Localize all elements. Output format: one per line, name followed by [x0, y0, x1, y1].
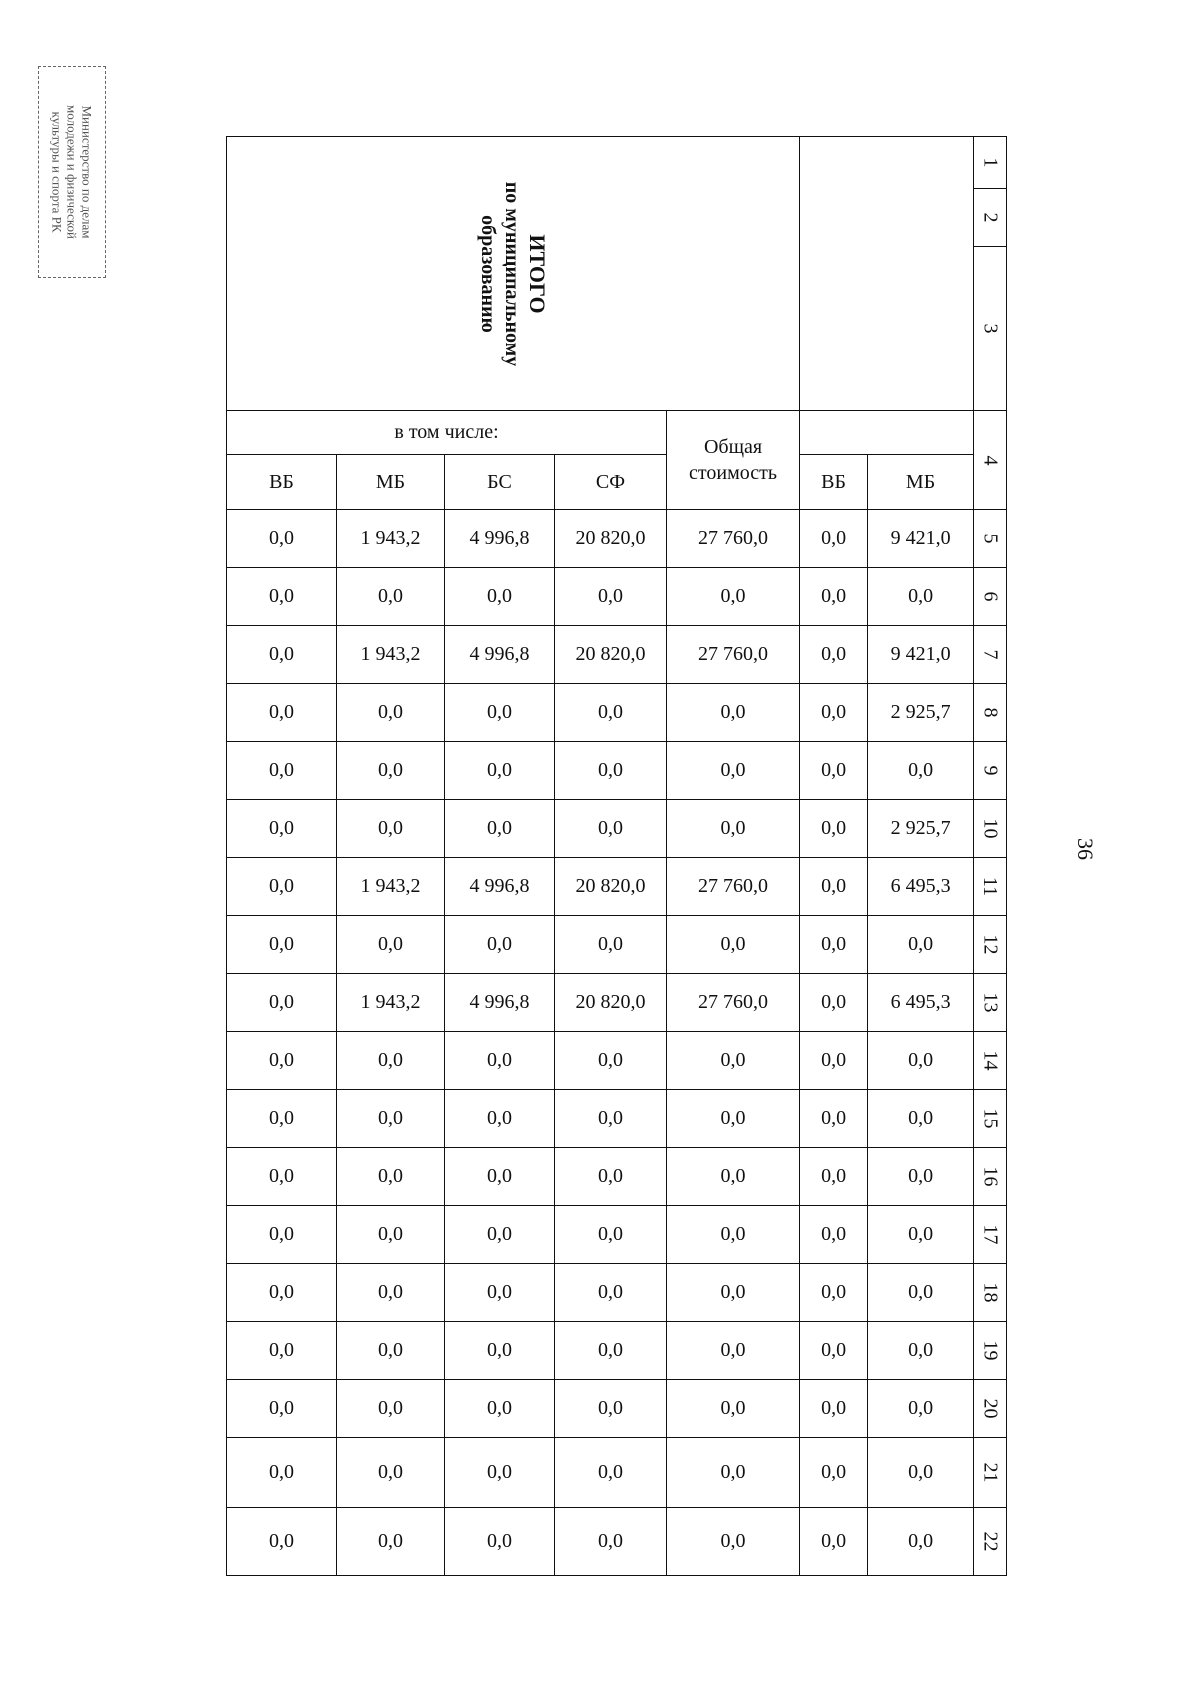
cell-mb-2: 0,0	[868, 568, 974, 626]
cell-vb: 0,0	[227, 1438, 337, 1508]
cell-mb-2: 0,0	[868, 1322, 974, 1380]
row-number: 2	[974, 189, 1007, 247]
cell-sf: 0,0	[555, 1322, 667, 1380]
col-header-sf: СФ	[555, 455, 667, 510]
table-row	[227, 974, 1007, 1032]
cell-vb-2: 0,0	[800, 916, 868, 974]
cell-total: 27 760,0	[667, 858, 800, 916]
row-number: 1	[974, 137, 1007, 189]
cell-vb-2: 0,0	[800, 1090, 868, 1148]
col-header-mb: МБ	[337, 455, 445, 510]
cell-vb: 0,0	[227, 1264, 337, 1322]
cell-vb-2: 0,0	[800, 568, 868, 626]
cell-sf: 0,0	[555, 684, 667, 742]
row-number: 22	[974, 1508, 1007, 1576]
cell-mb: 0,0	[337, 1508, 445, 1576]
cell-mb: 0,0	[337, 1148, 445, 1206]
table-row	[227, 1438, 1007, 1508]
cell-sf: 20 820,0	[555, 626, 667, 684]
cell-mb: 1 943,2	[337, 510, 445, 568]
row-number: 20	[974, 1380, 1007, 1438]
cell-mb-2: 0,0	[868, 1090, 974, 1148]
cell-vb-2: 0,0	[800, 1380, 868, 1438]
cell-total: 27 760,0	[667, 626, 800, 684]
cell-bs: 0,0	[445, 1264, 555, 1322]
col-header-bs: БС	[445, 455, 555, 510]
cell-mb-2: 2 925,7	[868, 684, 974, 742]
table-row	[227, 626, 1007, 684]
cell-sf: 0,0	[555, 742, 667, 800]
cell-vb: 0,0	[227, 1380, 337, 1438]
cell-total: 0,0	[667, 1322, 800, 1380]
cell-bs: 0,0	[445, 1090, 555, 1148]
cell-vb: 0,0	[227, 684, 337, 742]
cell-vb-2: 0,0	[800, 742, 868, 800]
cell-bs: 0,0	[445, 916, 555, 974]
cell-bs: 0,0	[445, 1206, 555, 1264]
cell-bs: 0,0	[445, 568, 555, 626]
table-row	[227, 858, 1007, 916]
cell-bs: 0,0	[445, 1322, 555, 1380]
table-row	[227, 1206, 1007, 1264]
table-row	[227, 1264, 1007, 1322]
cell-sf: 0,0	[555, 1380, 667, 1438]
row-number: 10	[974, 800, 1007, 858]
cell-mb-2: 6 495,3	[868, 858, 974, 916]
table-row	[227, 1032, 1007, 1090]
table-row	[227, 510, 1007, 568]
cell-sf: 0,0	[555, 1508, 667, 1576]
cell-total: 0,0	[667, 800, 800, 858]
cell-mb-2: 0,0	[868, 1380, 974, 1438]
cell-bs: 0,0	[445, 800, 555, 858]
budget-table	[226, 136, 1007, 1576]
total-subtitle-1: по муниципальному	[501, 181, 524, 366]
cell-vb: 0,0	[227, 1508, 337, 1576]
cell-bs: 0,0	[445, 1438, 555, 1508]
row-number: 14	[974, 1032, 1007, 1090]
page-number: 36	[1073, 838, 1098, 860]
cell-mb: 0,0	[337, 800, 445, 858]
table-row	[227, 684, 1007, 742]
cell-total: 0,0	[667, 916, 800, 974]
cell-total: 27 760,0	[667, 510, 800, 568]
cell-sf: 0,0	[555, 800, 667, 858]
col-header-vb: ВБ	[227, 455, 337, 510]
organization-stamp	[38, 66, 106, 278]
cell-total: 0,0	[667, 1508, 800, 1576]
cell-bs: 4 996,8	[445, 858, 555, 916]
cell-mb: 1 943,2	[337, 626, 445, 684]
cell-mb: 0,0	[337, 1032, 445, 1090]
cell-bs: 4 996,8	[445, 626, 555, 684]
cell-vb-2: 0,0	[800, 1322, 868, 1380]
cell-vb: 0,0	[227, 800, 337, 858]
row-number: 7	[974, 626, 1007, 684]
cell-bs: 0,0	[445, 1032, 555, 1090]
cell-vb: 0,0	[227, 742, 337, 800]
cell-vb-2: 0,0	[800, 510, 868, 568]
stamp-text: Министерство по делам молодежи и физической культуры и спорта РК	[49, 105, 95, 239]
table-row	[227, 1090, 1007, 1148]
cell-sf: 0,0	[555, 1148, 667, 1206]
cell-sf: 0,0	[555, 1206, 667, 1264]
cell-sf: 0,0	[555, 916, 667, 974]
cell-mb-2: 6 495,3	[868, 974, 974, 1032]
cell-mb: 0,0	[337, 684, 445, 742]
row-number: 11	[974, 858, 1007, 916]
cell-sf: 20 820,0	[555, 858, 667, 916]
cell-sf: 20 820,0	[555, 974, 667, 1032]
cell-mb-2: 2 925,7	[868, 800, 974, 858]
cell-mb-2: 0,0	[868, 1438, 974, 1508]
cell-vb: 0,0	[227, 568, 337, 626]
cell-mb-2: 9 421,0	[868, 510, 974, 568]
row-number: 4	[974, 411, 1007, 510]
cell-sf: 0,0	[555, 1090, 667, 1148]
row-number: 15	[974, 1090, 1007, 1148]
cell-mb-2: 9 421,0	[868, 626, 974, 684]
cell-mb: 0,0	[337, 1322, 445, 1380]
row-number: 9	[974, 742, 1007, 800]
cell-mb-2: 0,0	[868, 1264, 974, 1322]
cell-vb: 0,0	[227, 510, 337, 568]
cell-vb-2: 0,0	[800, 626, 868, 684]
cell-mb: 0,0	[337, 916, 445, 974]
cell-sf: 0,0	[555, 1438, 667, 1508]
cell-mb: 0,0	[337, 742, 445, 800]
cell-vb-2: 0,0	[800, 1206, 868, 1264]
cell-mb: 1 943,2	[337, 858, 445, 916]
cell-total: 0,0	[667, 1148, 800, 1206]
cell-bs: 4 996,8	[445, 510, 555, 568]
cell-mb: 0,0	[337, 1090, 445, 1148]
row-number: 12	[974, 916, 1007, 974]
cell-vb-2: 0,0	[800, 1148, 868, 1206]
cell-mb: 0,0	[337, 1206, 445, 1264]
cell-vb-2: 0,0	[800, 974, 868, 1032]
cell-total: 0,0	[667, 1380, 800, 1438]
cell-vb: 0,0	[227, 1090, 337, 1148]
table-row	[227, 916, 1007, 974]
cell-mb-2: 0,0	[868, 1032, 974, 1090]
cell-mb-2: 0,0	[868, 742, 974, 800]
cell-vb-2: 0,0	[800, 1264, 868, 1322]
table-row	[227, 742, 1007, 800]
table-row	[227, 1380, 1007, 1438]
col-header-vb: ВБ	[800, 455, 868, 510]
cell-bs: 0,0	[445, 1508, 555, 1576]
cell-mb-2: 0,0	[868, 1148, 974, 1206]
table-row	[227, 1148, 1007, 1206]
row-number: 13	[974, 974, 1007, 1032]
cell-vb-2: 0,0	[800, 1508, 868, 1576]
cell-mb: 0,0	[337, 1264, 445, 1322]
cell-mb: 0,0	[337, 1380, 445, 1438]
cell-sf: 0,0	[555, 1032, 667, 1090]
total-subtitle-2: образованию	[477, 214, 500, 333]
cell-vb-2: 0,0	[800, 684, 868, 742]
cell-mb-2: 0,0	[868, 1508, 974, 1576]
cell-sf: 20 820,0	[555, 510, 667, 568]
cell-vb-2: 0,0	[800, 1032, 868, 1090]
row-number: 3	[974, 247, 1007, 411]
table-row	[227, 800, 1007, 858]
row-number: 18	[974, 1264, 1007, 1322]
row-number: 6	[974, 568, 1007, 626]
cell-sf: 0,0	[555, 568, 667, 626]
cell-total: 0,0	[667, 1032, 800, 1090]
total-cost-header: Общая стоимость	[667, 411, 800, 510]
cell-bs: 4 996,8	[445, 974, 555, 1032]
col-header-mb: МБ	[868, 455, 974, 510]
cell-bs: 0,0	[445, 1148, 555, 1206]
row-number: 21	[974, 1438, 1007, 1508]
cell-total: 27 760,0	[667, 974, 800, 1032]
cell-total: 0,0	[667, 1438, 800, 1508]
cell-total: 0,0	[667, 684, 800, 742]
cell-bs: 0,0	[445, 742, 555, 800]
cell-vb: 0,0	[227, 916, 337, 974]
row-number: 8	[974, 684, 1007, 742]
cell-bs: 0,0	[445, 1380, 555, 1438]
blank-header-cell	[800, 137, 974, 411]
row-number: 16	[974, 1148, 1007, 1206]
cell-vb: 0,0	[227, 1322, 337, 1380]
row-number: 5	[974, 510, 1007, 568]
including-label: в том числе:	[227, 411, 667, 455]
cell-bs: 0,0	[445, 684, 555, 742]
cell-vb-2: 0,0	[800, 800, 868, 858]
cell-sf: 0,0	[555, 1264, 667, 1322]
total-municipal-header	[227, 137, 800, 411]
cell-vb: 0,0	[227, 1206, 337, 1264]
cell-mb: 0,0	[337, 1438, 445, 1508]
table-row	[227, 1322, 1007, 1380]
row-number: 17	[974, 1206, 1007, 1264]
cell-total: 0,0	[667, 568, 800, 626]
cell-vb-2: 0,0	[800, 1438, 868, 1508]
blank-header-cell	[800, 411, 974, 455]
cell-vb-2: 0,0	[800, 858, 868, 916]
cell-mb: 0,0	[337, 568, 445, 626]
cell-mb-2: 0,0	[868, 1206, 974, 1264]
cell-vb: 0,0	[227, 1032, 337, 1090]
cell-vb: 0,0	[227, 626, 337, 684]
cell-mb: 1 943,2	[337, 974, 445, 1032]
table-row	[227, 568, 1007, 626]
cell-total: 0,0	[667, 1090, 800, 1148]
total-title: ИТОГО	[525, 233, 551, 314]
table-row	[227, 1508, 1007, 1576]
cell-mb-2: 0,0	[868, 916, 974, 974]
cell-total: 0,0	[667, 1206, 800, 1264]
cell-vb: 0,0	[227, 974, 337, 1032]
row-number: 19	[974, 1322, 1007, 1380]
cell-vb: 0,0	[227, 858, 337, 916]
cell-total: 0,0	[667, 1264, 800, 1322]
cell-total: 0,0	[667, 742, 800, 800]
cell-vb: 0,0	[227, 1148, 337, 1206]
